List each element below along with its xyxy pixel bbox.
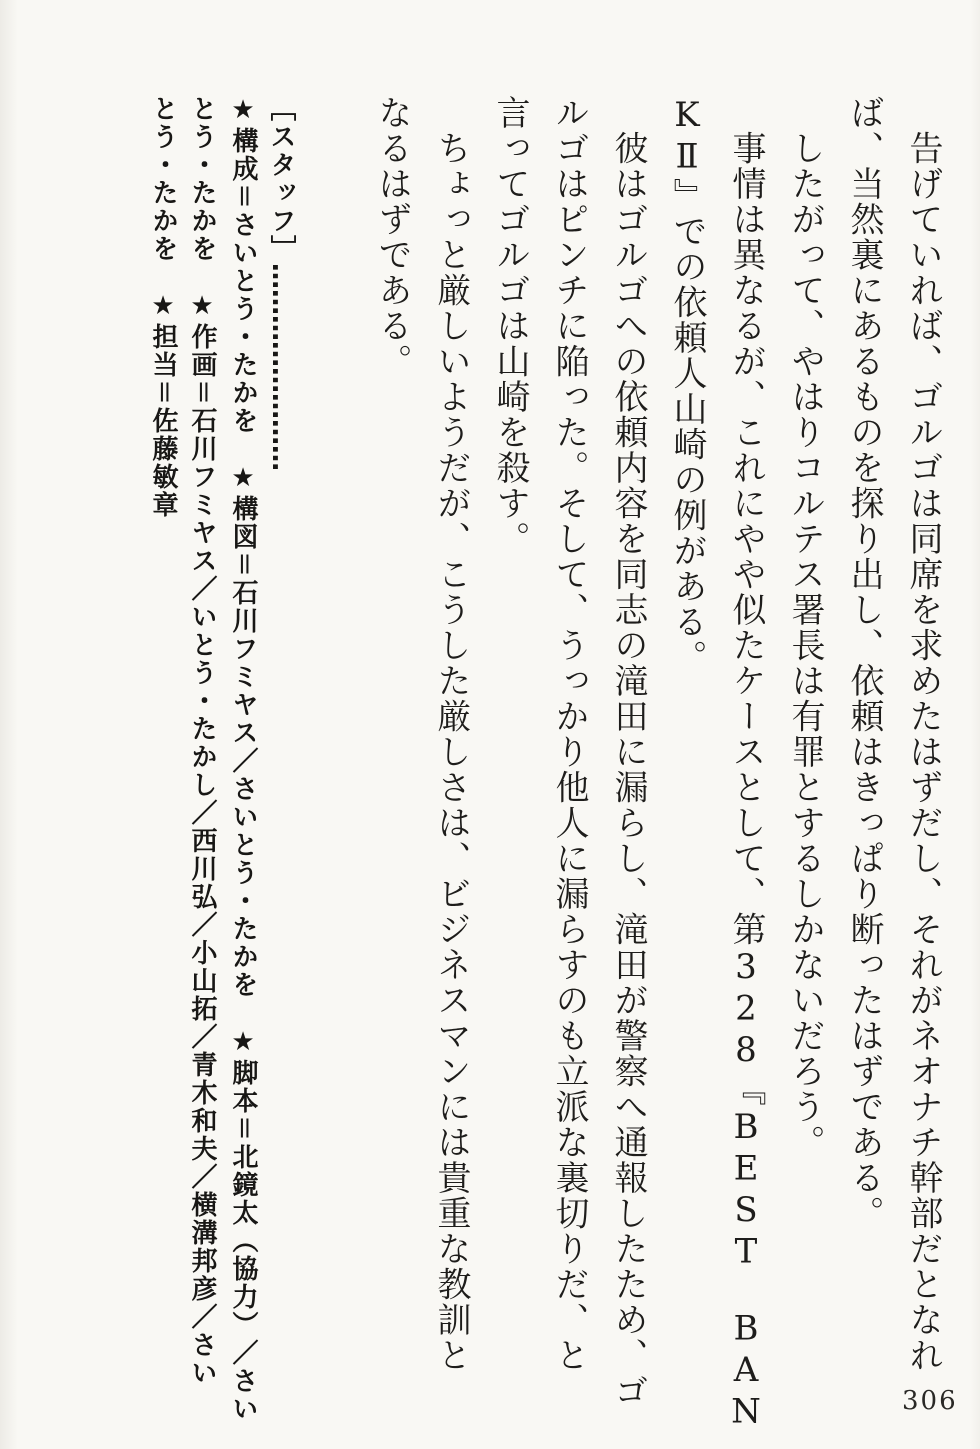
body-column-3-segment: したがって、やはりコルテス署長は有罪とするしかないだろう。 xyxy=(785,95,825,1160)
body-column-1-segment: 告げていれば、ゴルゴは同席を求めたはずだし、それがネオナチ幹部だとなれ xyxy=(903,95,943,1373)
body-column-6-segment: 彼はゴルゴへの依頼内容を同志の滝田に漏らし、滝田が警察へ通報したため、ゴ xyxy=(608,95,648,1409)
body-column-5-segment: 』での依頼人山崎の例がある。 xyxy=(667,178,707,675)
staff-column-1 xyxy=(262,95,294,471)
body-column-9-segment: ちょっと厳しいようだが、こうした厳しさは、ビジネスマンには貴重な教訓と xyxy=(431,95,471,1373)
page-number: 306 xyxy=(902,1386,958,1416)
staff-column-4-segment: とう・たかを ★担当＝佐藤敏章 xyxy=(148,95,178,520)
body-column-1 xyxy=(900,95,943,1373)
body-column-7-segment: ルゴはピンチに陥った。そして、うっかり他人に漏らすのも立派な裏切りだ、と xyxy=(549,95,589,1373)
body-column-6 xyxy=(605,95,648,1409)
body-column-5-segment: KⅡ xyxy=(667,95,707,178)
staff-column-2 xyxy=(224,95,256,1423)
body-column-2-segment: ば、当然裏にあるものを探り出し、依頼はきっぱり断ったはずである。 xyxy=(844,95,884,1231)
body-column-4-segment: 328 xyxy=(726,947,766,1072)
staff-column-4 xyxy=(144,95,176,519)
body-column-3 xyxy=(782,95,825,1160)
body-column-5 xyxy=(664,95,707,675)
body-column-7 xyxy=(546,95,589,1373)
body-column-4-segment: 『 xyxy=(726,1071,766,1107)
body-column-4-segment: 事情は異なるが、これにやや似たケースとして、第 xyxy=(726,95,766,947)
staff-column-3 xyxy=(183,95,215,1387)
body-column-10 xyxy=(369,95,412,379)
staff-column-3-segment: とう・たかを ★作画＝石川フミヤス／いとう・たかし／西川弘／小山拓／青木和夫／横溝邦彦／さい xyxy=(187,95,217,1387)
body-column-8 xyxy=(487,95,530,557)
staff-column-1-segment: …………………… xyxy=(266,263,296,471)
body-column-4-segment: BEST BAN xyxy=(726,1107,766,1433)
staff-column-1-segment: ［スタッフ］ xyxy=(266,95,296,263)
body-column-4 xyxy=(723,95,766,1433)
body-column-9 xyxy=(428,95,471,1373)
body-column-2 xyxy=(841,95,884,1231)
body-column-8-segment: 言ってゴルゴは山崎を殺す。 xyxy=(490,95,530,557)
body-column-10-segment: なるはずである。 xyxy=(372,95,412,379)
staff-column-2-segment: ★構成＝さいとう・たかを ★構図＝石川フミヤス／さいとう・たかを ★脚本＝北鏡太（協力）／さい xyxy=(228,95,258,1424)
